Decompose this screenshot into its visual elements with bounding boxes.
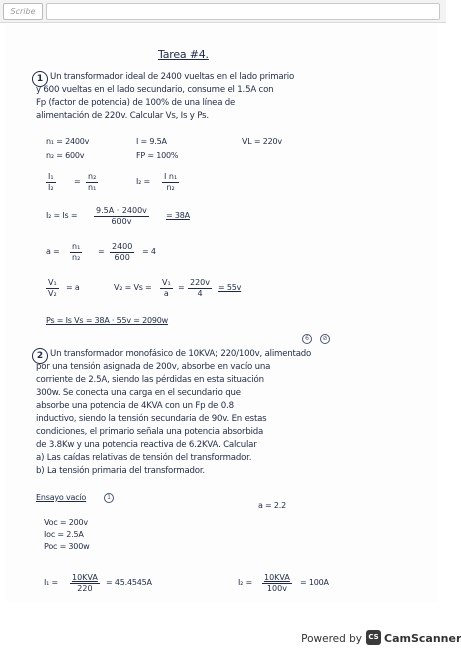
ratio-turns: $\frac{\text{n₂}}{\text{n₁}}$ bbox=[88, 172, 97, 192]
address-field[interactable] bbox=[46, 3, 440, 20]
p2-line-10: b) La tensión primaria del transformador. bbox=[36, 466, 205, 476]
a-result: = 4 bbox=[142, 247, 156, 256]
i2-label: I₂ = bbox=[238, 578, 253, 587]
ioc-value: Ioc = 2.5A bbox=[44, 530, 84, 539]
browser-toolbar bbox=[0, 0, 446, 23]
v-ratio-eq: = a bbox=[66, 283, 80, 292]
a-equals: = bbox=[98, 247, 105, 256]
ensayo-mark: 1 bbox=[104, 493, 114, 503]
i2-formula: $\frac{\text{I n₁}}{\text{n₂}}$ bbox=[164, 172, 178, 192]
ratio-equals: = bbox=[74, 177, 81, 186]
is-label: I₂ = Is = bbox=[46, 211, 78, 220]
i2-frac: 10KVA 100v bbox=[264, 573, 290, 593]
v2-result: = 55v bbox=[218, 283, 242, 292]
v2-eq: = bbox=[178, 283, 185, 292]
poc-value: Poc = 300w bbox=[44, 542, 90, 551]
problem-1-number: 1 bbox=[32, 71, 48, 87]
i2-formula-label: I₂ = bbox=[136, 177, 151, 186]
p2-line-8: de 3.8Kw y una potencia reactiva de 6.2KVA. Calcular bbox=[36, 440, 257, 450]
problem-2-number: 2 bbox=[32, 348, 48, 364]
v2-frac-values: $\frac{220v}{4}$ bbox=[190, 278, 211, 298]
p1-line-3: Fp (factor de potencia) de 100% de una línea de bbox=[36, 98, 236, 108]
scanner-footer bbox=[0, 612, 461, 654]
scanned-page bbox=[6, 24, 438, 602]
a-frac-values: $\frac{2400}{600}$ bbox=[112, 242, 133, 262]
ratio-current: $\frac{\text{I₁}}{\text{I₂}}$ bbox=[48, 172, 54, 192]
ratio-a: a = 2.2 bbox=[258, 501, 287, 510]
given-fp: FP = 100% bbox=[136, 151, 179, 160]
i1-result: = 45.4545A bbox=[106, 578, 152, 587]
v2-label: V₂ = Vs = bbox=[114, 283, 152, 292]
is-calc: $\frac{9.5A \cdot 2400v}{600v}$ bbox=[96, 206, 147, 226]
powered-by-label: Powered by bbox=[301, 633, 362, 645]
camscanner-logo-icon: CS bbox=[366, 630, 381, 645]
p2-line-2: por una tensión asignada de 200v, absorbe en vacío una bbox=[36, 362, 271, 372]
voc-value: Voc = 200v bbox=[44, 518, 88, 527]
p2-line-1: Un transformador monofásico de 10KVA; 220/100v, alimentado bbox=[50, 349, 312, 359]
i2-result: = 100A bbox=[300, 578, 329, 587]
v2-frac: $\frac{\text{V₁}}{a}$ bbox=[162, 278, 171, 298]
is-result: = 38A bbox=[166, 211, 190, 220]
p1-line-4: alimentación de 220v. Calcular Vs, Is y Ps. bbox=[36, 111, 209, 121]
a-frac-turns: $\frac{\text{n₁}}{\text{n₂}}$ bbox=[72, 242, 81, 262]
v-ratio: $\frac{\text{V₁}}{\text{V₂}}$ bbox=[48, 278, 57, 298]
page-title: Tarea #4. bbox=[158, 48, 209, 61]
corner-mark-2: ⊘ bbox=[320, 334, 330, 344]
p2-line-5: absorbe una potencia de 4KVA con un Fp de 0.8 bbox=[36, 401, 234, 411]
ensayo-heading: Ensayo vacío bbox=[36, 493, 87, 502]
given-n2: n₂ = 600v bbox=[46, 151, 85, 160]
scribe-button[interactable]: Scribe bbox=[3, 3, 43, 20]
p2-line-9: a) Las caídas relativas de tensión del transformador. bbox=[36, 453, 252, 463]
given-current: I = 9.5A bbox=[136, 137, 167, 146]
p2-line-7: condiciones, el primario señala una potencia absorbida bbox=[36, 427, 264, 437]
camscanner-brand: CamScanner bbox=[384, 632, 461, 645]
i1-frac: 10KVA 220 bbox=[72, 573, 98, 593]
p2-line-6: inductivo, siendo la tensión secundaria de 90v. En estas bbox=[36, 414, 267, 424]
a-label: a = bbox=[46, 247, 60, 256]
p1-line-2: y 600 vueltas en el lado secundario, consume el 1.5A con bbox=[36, 85, 274, 95]
given-n1: n₁ = 2400v bbox=[46, 137, 90, 146]
p1-line-1: Un transformador ideal de 2400 vueltas en el lado primario bbox=[50, 72, 295, 82]
given-vl: VL = 220v bbox=[242, 137, 282, 146]
ps-result: Ps = Is Vs = 38A · 55v = 2090w bbox=[46, 316, 169, 325]
i1-label: I₁ = bbox=[44, 578, 59, 587]
p2-line-4: 300w. Se conecta una carga en el secundario que bbox=[36, 388, 241, 398]
p2-line-3: corriente de 2.5A, siendo las pérdidas en esta situación bbox=[36, 375, 264, 385]
corner-mark-1: 6 bbox=[302, 334, 312, 344]
